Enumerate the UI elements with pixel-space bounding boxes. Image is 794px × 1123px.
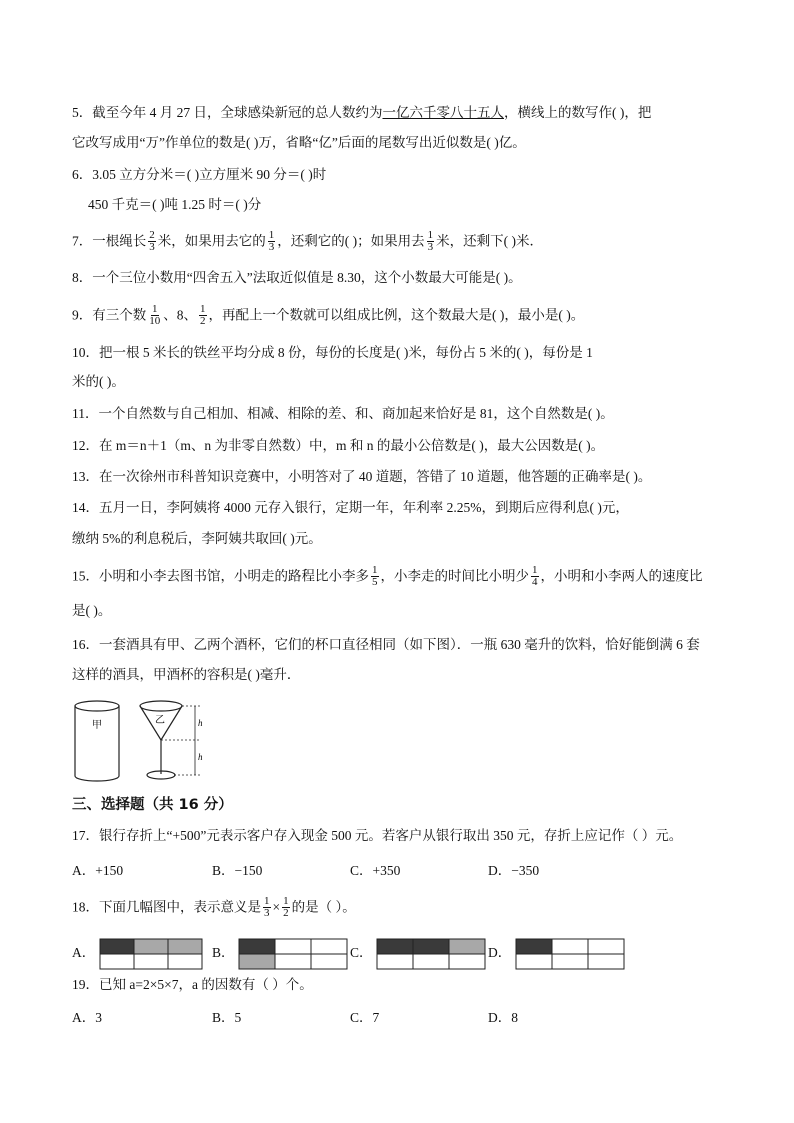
question-12: 12．在 m＝n＋1（m、n 为非零自然数）中，m 和 n 的最小公倍数是( )，最大公因数是( )。 bbox=[72, 438, 605, 453]
question-15-line-1 bbox=[72, 566, 703, 589]
question-11: 11．一个自然数与自己相加、相减、相除的差、和、商加起来恰好是 81，这个自然数是( )。 bbox=[72, 406, 614, 421]
cup-a-label: 甲 bbox=[92, 720, 102, 731]
cone-top bbox=[140, 701, 182, 711]
question-10-line-1: 10．把一根 5 米长的铁丝平均分成 8 份，每份的长度是( )米，每份占 5 米的( )，每份是 1 bbox=[72, 345, 593, 360]
cups-figure bbox=[70, 696, 210, 786]
q18-option-c-label: C． bbox=[350, 945, 373, 961]
q17-option-d[interactable]: D．−350 bbox=[488, 863, 540, 878]
question-6-line-2: 450 千克＝( )吨 1.25 时＝( )分 bbox=[88, 197, 262, 212]
q18-option-d-label: D． bbox=[488, 945, 512, 961]
q9-text-a: 9．有三个数 bbox=[72, 307, 147, 323]
q18-grid-b bbox=[238, 938, 350, 970]
q18-grid-a bbox=[99, 938, 205, 970]
q17-option-c[interactable]: C．+350 bbox=[350, 863, 401, 878]
h-label-2: h bbox=[198, 752, 203, 762]
question-18 bbox=[72, 897, 356, 920]
question-7 bbox=[72, 231, 543, 254]
q18-times: × bbox=[272, 899, 281, 915]
q9-fraction-1: $\frac{1}{10}$ bbox=[149, 303, 161, 327]
q7-fraction-1: $\frac{2}{3}$ bbox=[149, 229, 155, 253]
q19-option-a[interactable]: A．3 bbox=[72, 1010, 102, 1025]
h-label-1: h bbox=[198, 718, 203, 728]
q7-text-c: ，还剩它的( )；如果用去 bbox=[277, 233, 425, 249]
q15-text-a: 15．小明和小李去图书馆，小明走的路程比小李多 bbox=[72, 568, 369, 584]
q18-option-a-label: A． bbox=[72, 945, 96, 961]
cylinder-top bbox=[75, 701, 119, 711]
question-19: 19．已知 a=2×5×7，a 的因数有（ ）个。 bbox=[72, 977, 313, 992]
q7-fraction-2: $\frac{1}{3}$ bbox=[268, 229, 275, 253]
question-15-line-2: 是( )。 bbox=[72, 603, 112, 618]
q9-text-c: ，再配上一个数就可以组成比例，这个数最大是( )，最小是( )。 bbox=[208, 307, 585, 323]
question-14-line-2: 缴纳 5%的利息税后，李阿姨共取回( )元。 bbox=[72, 531, 322, 546]
q19-option-b[interactable]: B．5 bbox=[212, 1010, 242, 1025]
q7-fraction-3: $\frac{1}{3}$ bbox=[427, 229, 434, 253]
q15-text-c: ，小明和小李两人的速度比 bbox=[540, 568, 703, 584]
q9-text-b: 、8、 bbox=[163, 307, 197, 323]
cylinder-bottom bbox=[75, 776, 119, 781]
q5-underlined-number: 一亿六千零八十五人 bbox=[382, 105, 504, 120]
q7-text-b: 米，如果用去它的 bbox=[157, 233, 266, 249]
q18-grid-c bbox=[376, 938, 488, 970]
question-16-line-1: 16．一套酒具有甲、乙两个酒杯，它们的杯口直径相同（如下图）．一瓶 630 毫升的饮料，恰好能倒满 6 套 bbox=[72, 637, 700, 652]
q17-option-b[interactable]: B．−150 bbox=[212, 863, 263, 878]
question-5-line-1 bbox=[72, 103, 651, 123]
q15-fraction-2: $\frac{1}{4}$ bbox=[532, 564, 538, 588]
question-17: 17．银行存折上“+500”元表示客户存入现金 500 元。若客户从银行取出 350 元，存折上应记作（ ）元。 bbox=[72, 828, 683, 843]
question-14-line-1: 14．五月一日，李阿姨将 4000 元存入银行，定期一年，年利率 2.25%，到期后应得利息( )元， bbox=[72, 500, 629, 515]
q17-option-a[interactable]: A．+150 bbox=[72, 863, 124, 878]
question-9 bbox=[72, 305, 584, 328]
q18-fraction-1: $\frac{1}{3}$ bbox=[264, 895, 270, 919]
question-5-line-2: 它改写成用“万”作单位的数是( )万，省略“亿”后面的尾数写出近似数是( )亿。 bbox=[72, 135, 526, 150]
q18-option-b-label: B． bbox=[212, 945, 235, 961]
q7-text-a: 7．一根绳长 bbox=[72, 233, 147, 249]
q15-text-b: ，小李走的时间比小明少 bbox=[380, 568, 529, 584]
question-16-line-2: 这样的酒具，甲酒杯的容积是( )毫升． bbox=[72, 667, 301, 682]
q18-option-b[interactable] bbox=[212, 938, 350, 970]
q18-option-a[interactable] bbox=[72, 938, 205, 970]
question-6-line-1: 6．3.05 立方分米＝( )立方厘米 90 分＝( )时 bbox=[72, 167, 327, 182]
q18-option-c[interactable] bbox=[350, 938, 488, 970]
question-8: 8．一个三位小数用“四舍五入”法取近似值是 8.30，这个小数最大可能是( )。 bbox=[72, 270, 522, 285]
q18-grid-d bbox=[515, 938, 627, 970]
q5-text-a: 5．截至今年 4 月 27 日，全球感染新冠的总人数约为 bbox=[72, 105, 383, 120]
question-10-line-2: 米的( )。 bbox=[72, 374, 125, 389]
q15-fraction-1: $\frac{1}{5}$ bbox=[372, 564, 378, 588]
cup-b-label: 乙 bbox=[155, 715, 165, 726]
section-heading: 三、选择题（共 16 分） bbox=[72, 797, 233, 813]
question-13: 13．在一次徐州市科普知识竞赛中，小明答对了 40 道题，答错了 10 道题，他答题的正确率是( )。 bbox=[72, 469, 652, 484]
q19-option-d[interactable]: D．8 bbox=[488, 1010, 518, 1025]
q19-option-c[interactable]: C．7 bbox=[350, 1010, 380, 1025]
q18-fraction-2: $\frac{1}{2}$ bbox=[283, 895, 289, 919]
q18-text-b: 的是（ ）。 bbox=[291, 899, 356, 915]
q9-fraction-2: $\frac{1}{2}$ bbox=[200, 303, 206, 327]
q18-text-a: 18．下面几幅图中，表示意义是 bbox=[72, 899, 261, 915]
q18-option-d[interactable] bbox=[488, 938, 627, 970]
q7-text-d: 米，还剩下( )米． bbox=[436, 233, 543, 249]
q5-text-b: ，横线上的数写作( )，把 bbox=[504, 105, 652, 120]
